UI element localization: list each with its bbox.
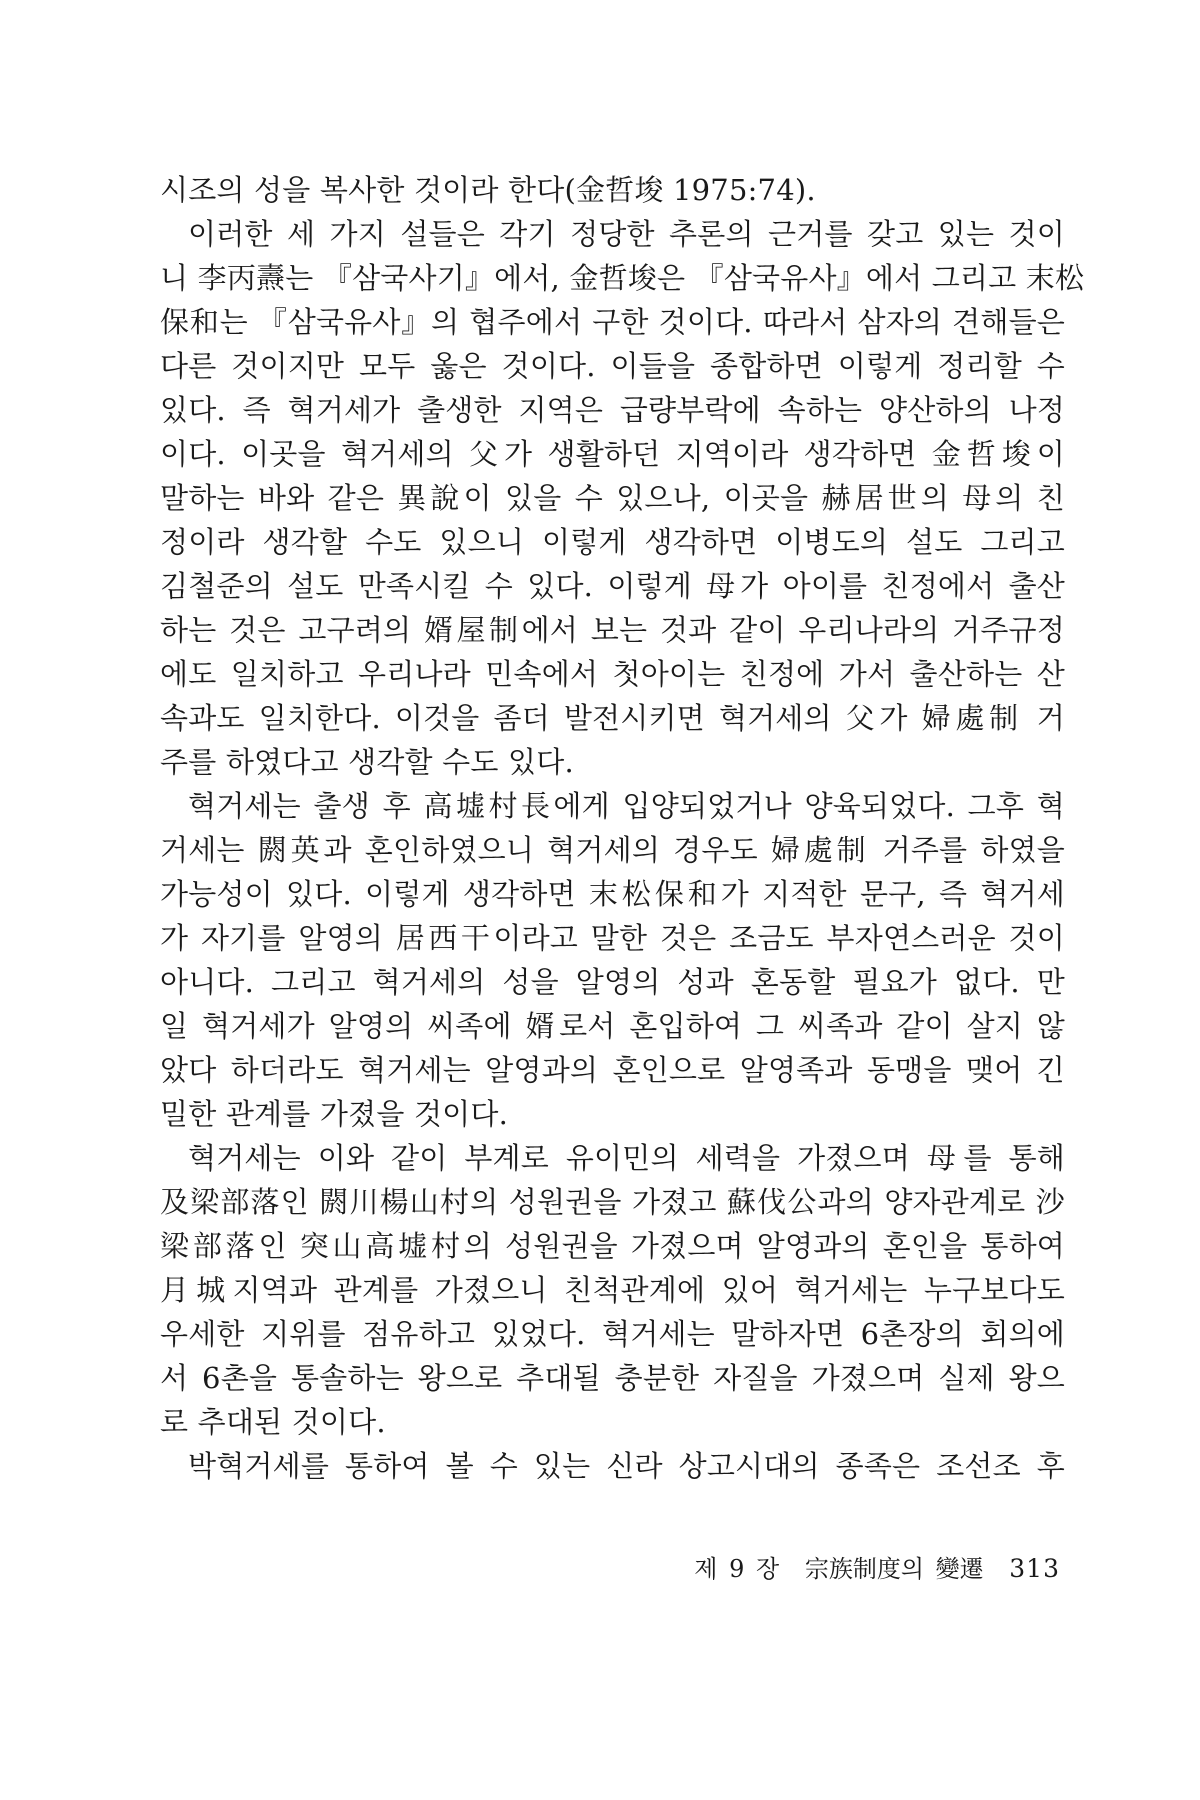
body-text [160, 168, 1085, 1488]
chapter-title: 宗族制度의 變遷 [804, 1555, 984, 1583]
text-line: 박혁거세를 통하여 볼 수 있는 신라 상고시대의 종족은 조선조 후 [188, 1449, 1065, 1483]
text-line: 아니다. 그리고 혁거세의 성을 알영의 성과 혼동할 필요가 없다. 만 [160, 965, 1065, 999]
text-line: 밀한 관계를 가졌을 것이다. [160, 1097, 509, 1131]
text-line: 있다. 즉 혁거세가 출생한 지역은 급량부락에 속하는 양산하의 나정 [160, 393, 1065, 427]
text-line: 月城지역과 관계를 가졌으니 친척관계에 있어 혁거세는 누구보다도 [160, 1273, 1065, 1307]
text-line: 다른 것이지만 모두 옳은 것이다. 이들을 종합하면 이렇게 정리할 수 [160, 349, 1065, 383]
text-line: 서 6촌을 통솔하는 왕으로 추대될 충분한 자질을 가졌으며 실제 왕으 [160, 1361, 1065, 1395]
text-line: 시조의 성을 복사한 것이라 한다(金哲埈 1975:74). [160, 173, 816, 207]
text-line: 가능성이 있다. 이렇게 생각하면 末松保和가 지적한 문구, 즉 혁거세 [160, 877, 1065, 911]
running-footer [694, 1549, 1060, 1584]
text-line: 혁거세는 이와 같이 부계로 유이민의 세력을 가졌으며 母를 통해 [188, 1141, 1065, 1175]
text-line: 니 李丙燾는 『삼국사기』에서, 金哲埈은 『삼국유사』에서 그리고 末松 [160, 261, 1085, 295]
text-line: 속과도 일치한다. 이것을 좀더 발전시키면 혁거세의 父가 婦處制 거 [160, 701, 1065, 735]
text-line: 이다. 이곳을 혁거세의 父가 생활하던 지역이라 생각하면 金哲埈이 [160, 437, 1065, 471]
text-line: 주를 하였다고 생각할 수도 있다. [160, 745, 574, 779]
text-line: 로 추대된 것이다. [160, 1405, 386, 1439]
text-line: 일 혁거세가 알영의 씨족에 婿로서 혼입하여 그 씨족과 같이 살지 않 [160, 1009, 1065, 1043]
page-number: 313 [1009, 1554, 1060, 1583]
text-line: 말하는 바와 같은 異說이 있을 수 있으나, 이곳을 赫居世의 母의 친 [160, 481, 1065, 515]
text-line: 았다 하더라도 혁거세는 알영과의 혼인으로 알영족과 동맹을 맺어 긴 [160, 1053, 1065, 1087]
text-line: 가 자기를 알영의 居西干이라고 말한 것은 조금도 부자연스러운 것이 [160, 921, 1065, 955]
text-line: 이러한 세 가지 설들은 각기 정당한 추론의 근거를 갖고 있는 것이 [188, 217, 1065, 251]
text-line: 우세한 지위를 점유하고 있었다. 혁거세는 말하자면 6촌장의 회의에 [160, 1317, 1065, 1351]
text-line: 혁거세는 출생 후 高墟村長에게 입양되었거나 양육되었다. 그후 혁 [188, 789, 1065, 823]
text-line: 하는 것은 고구려의 婿屋制에서 보는 것과 같이 우리나라의 거주규정 [160, 613, 1065, 647]
chapter-label: 제 9 장 [694, 1555, 780, 1583]
text-line: 及梁部落인 閼川楊山村의 성원권을 가졌고 蘇伐公과의 양자관계로 沙 [160, 1185, 1065, 1219]
text-line: 에도 일치하고 우리나라 민속에서 첫아이는 친정에 가서 출산하는 산 [160, 657, 1065, 691]
text-line: 梁部落인 突山高墟村의 성원권을 가졌으며 알영과의 혼인을 통하여 [160, 1229, 1065, 1263]
text-line: 거세는 閼英과 혼인하였으니 혁거세의 경우도 婦處制 거주를 하였을 [160, 833, 1065, 867]
text-line: 정이라 생각할 수도 있으니 이렇게 생각하면 이병도의 설도 그리고 [160, 525, 1065, 559]
text-line: 保和는 『삼국유사』의 협주에서 구한 것이다. 따라서 삼자의 견해들은 [160, 305, 1065, 339]
text-line: 김철준의 설도 만족시킬 수 있다. 이렇게 母가 아이를 친정에서 출산 [160, 569, 1065, 603]
